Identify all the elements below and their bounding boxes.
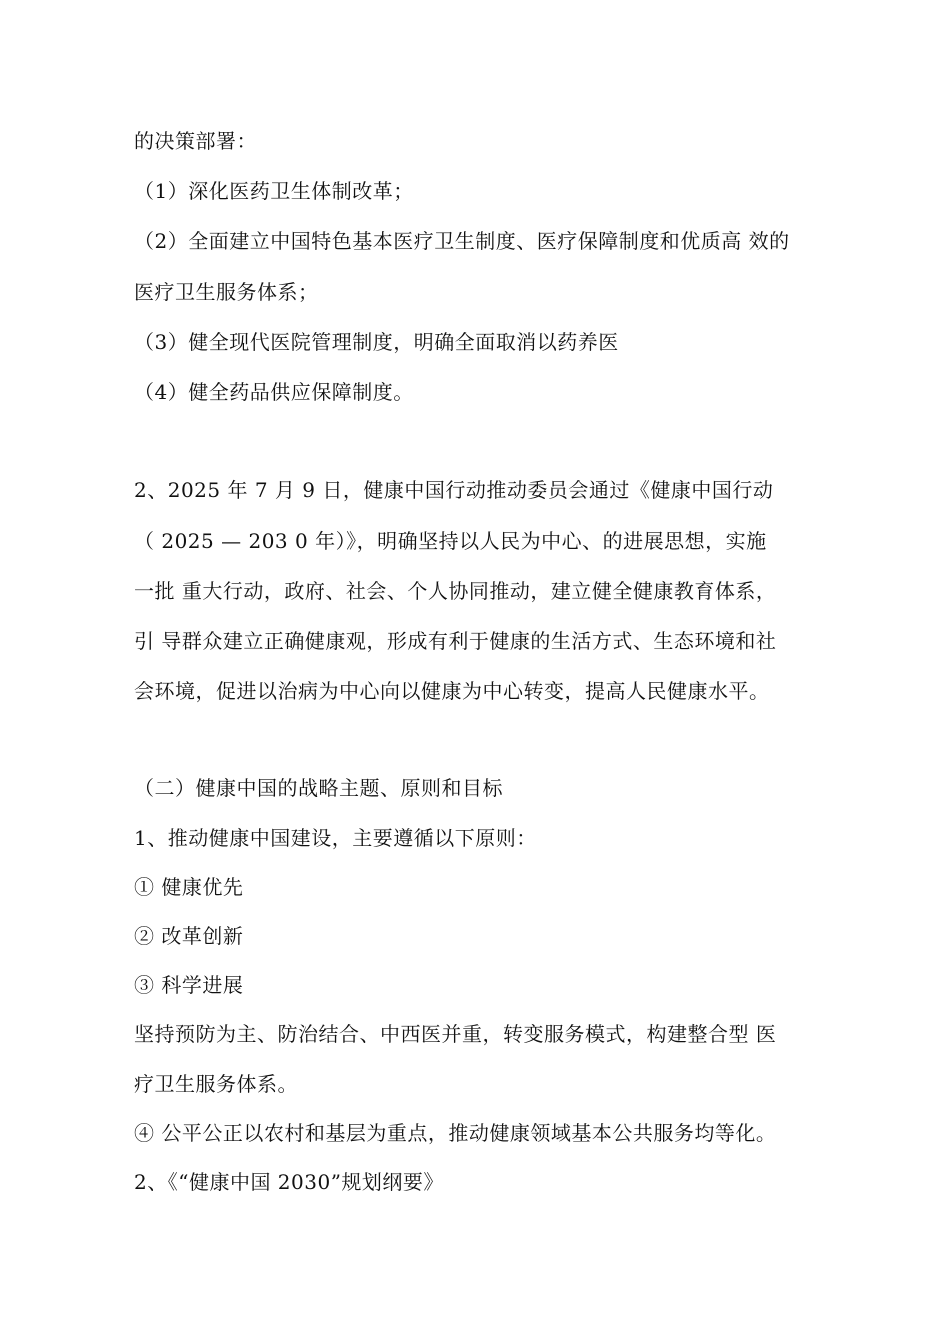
paragraph-line: 引 导群众建立正确健康观，形成有利于健康的生活方式、生态环境和社 xyxy=(134,629,777,653)
list-item: （2）全面建立中国特色基本医疗卫生制度、医疗保障制度和优质高 效的 xyxy=(134,229,790,253)
paragraph-line: 的决策部署： xyxy=(134,129,257,153)
list-item: ③ 科学进展 xyxy=(134,973,244,997)
list-item: ② 改革创新 xyxy=(134,924,244,948)
paragraph-line: 坚持预防为主、防治结合、中西医并重，转变服务模式，构建整合型 医 xyxy=(134,1022,777,1046)
list-item: （4）健全药品供应保障制度。 xyxy=(134,380,414,404)
list-item: ① 健康优先 xyxy=(134,875,244,899)
paragraph-line: 一批 重大行动，政府、社会、个人协同推动，建立健全健康教育体系， xyxy=(134,579,777,603)
list-item: ④ 公平公正以农村和基层为重点，推动健康领域基本公共服务均等化。 xyxy=(134,1121,777,1145)
paragraph-line: 1、推动健康中国建设，主要遵循以下原则： xyxy=(134,826,537,850)
paragraph-line: 2、2025 年 7 月 9 日，健康中国行动推动委员会通过《健康中国行动 xyxy=(134,478,774,502)
paragraph-line: 疗卫生服务体系。 xyxy=(134,1072,298,1096)
paragraph-line: 2、《“健康中国 2030”规划纲要》 xyxy=(134,1170,444,1194)
section-heading: （二）健康中国的战略主题、原则和目标 xyxy=(134,776,503,800)
paragraph-line: （ 2025 — 203 0 年）》，明确坚持以人民为中心、的进展思想，实施 xyxy=(134,529,767,553)
paragraph-line: 会环境，促进以治病为中心向以健康为中心转变，提高人民健康水平。 xyxy=(134,679,770,703)
list-item: （3）健全现代医院管理制度，明确全面取消以药养医 xyxy=(134,330,619,354)
list-item: （1）深化医药卫生体制改革； xyxy=(134,179,414,203)
paragraph-line: 医疗卫生服务体系； xyxy=(134,280,319,304)
